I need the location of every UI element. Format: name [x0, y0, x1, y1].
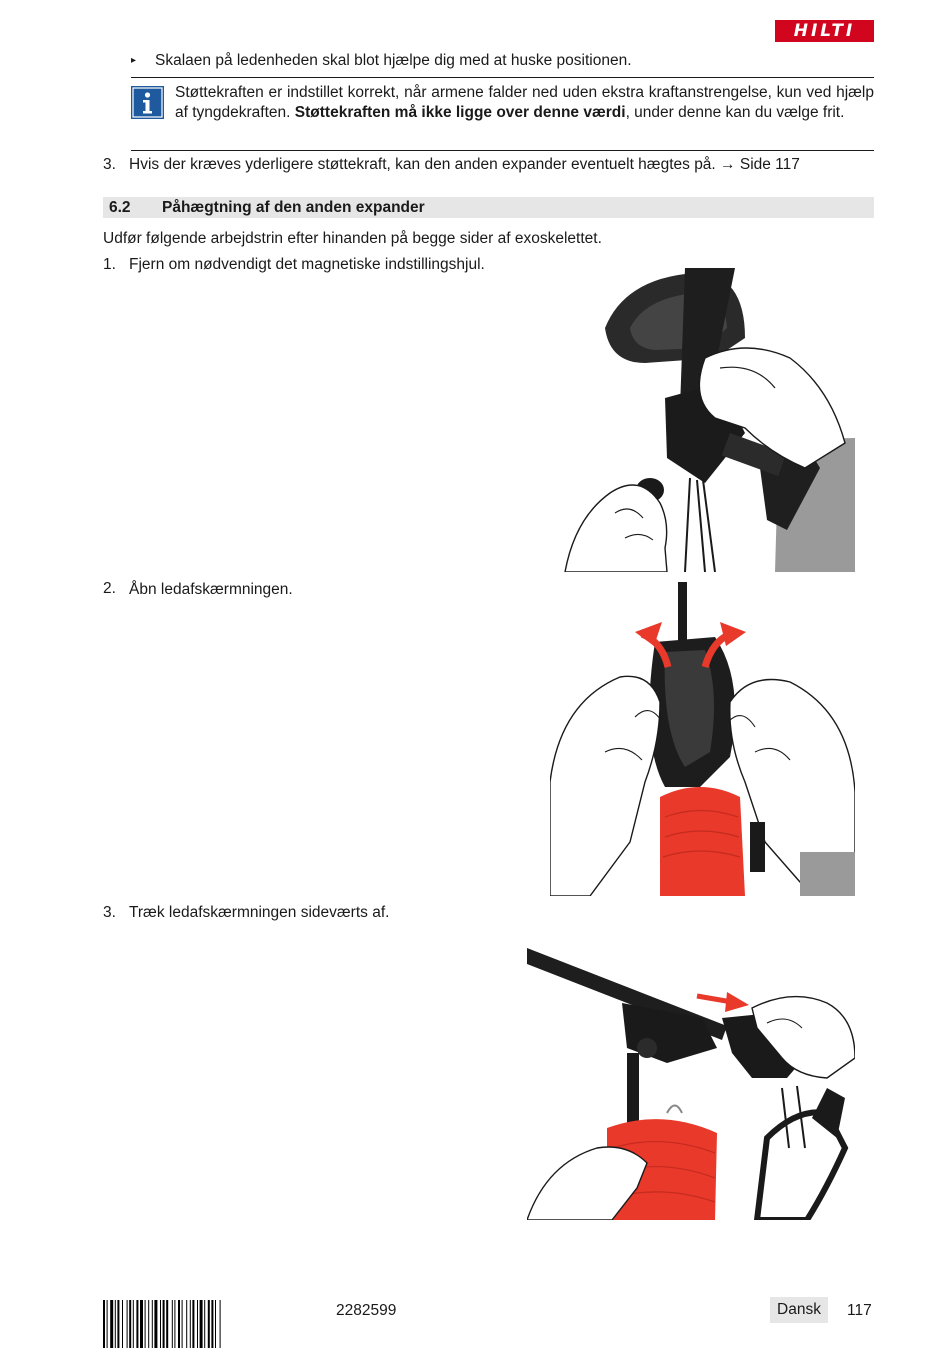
step-3-number: 3.	[103, 904, 116, 921]
note-bottom-rule	[131, 150, 874, 151]
note-text-bold: Støttekraften må ikke ligge over denne værdi	[294, 104, 626, 121]
figure-remove-adjustment-wheel	[555, 268, 855, 572]
note-top-rule	[131, 77, 874, 78]
bullet-marker: ▸	[131, 55, 137, 66]
step-3-text: Træk ledafskærmningen sideværts af.	[129, 904, 390, 921]
section-number: 6.2	[109, 199, 131, 216]
section-title: Påhægtning af den anden expander	[162, 199, 425, 216]
note-text-regular: Støttekraften er indstillet korrekt, når armene falder ned uden ekstra kraftanstrengelse, kun ved hjælp af tyngdekraften.	[175, 84, 874, 121]
note-text	[175, 83, 874, 123]
logo-text: HILTI	[793, 21, 856, 41]
step-2-text: Åbn ledafskærmningen.	[129, 581, 293, 598]
language-label: Dansk	[770, 1297, 828, 1323]
bullet-text: Skalaen på ledenheden skal blot hjælpe dig med at huske positionen.	[155, 52, 632, 69]
step-1-text: Fjern om nødvendigt det magnetiske indstillingshjul.	[129, 256, 485, 273]
document-number: 2282599	[336, 1302, 397, 1319]
step-prev-number: 3.	[103, 156, 116, 173]
hilti-logo	[775, 20, 874, 42]
barcode	[103, 1300, 315, 1348]
step-2-number: 2.	[103, 580, 116, 597]
page-number: 117	[847, 1302, 872, 1319]
step-prev-text: Hvis der kræves yderligere støttekraft, kan den anden expander eventuelt hægtes på. → Side 117	[129, 156, 800, 173]
intro-text: Udfør følgende arbejdstrin efter hinanden på begge sider af exoskelettet.	[103, 230, 602, 247]
section-header	[103, 197, 874, 218]
figure-pull-off-joint-cover	[527, 948, 855, 1220]
note-text-end: , under denne kan du vælge frit.	[625, 104, 845, 121]
step-1-number: 1.	[103, 256, 116, 273]
figure-open-joint-cover	[550, 582, 855, 896]
info-icon	[131, 86, 164, 119]
